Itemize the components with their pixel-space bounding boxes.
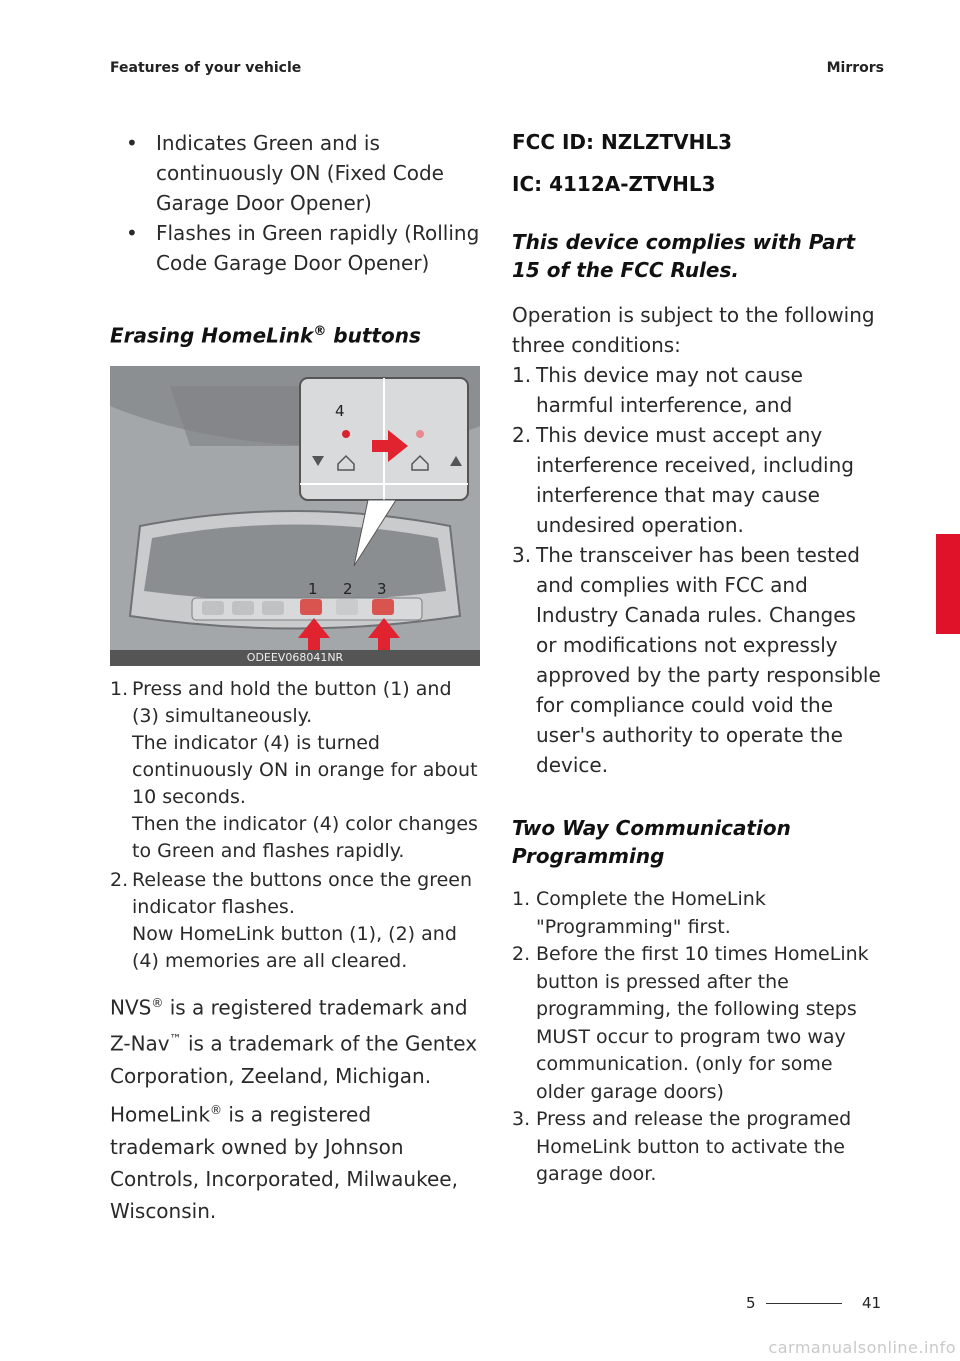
running-header-section: Features of your vehicle: [110, 60, 302, 76]
step-number: 3.: [512, 543, 532, 567]
homelink-mirror-figure: [110, 366, 480, 666]
trademark-text: is a registered trademark owned by Johnson Controls, Incorporated, Milwaukee, Wisconsin.: [110, 1102, 458, 1223]
trademark-text: HomeLink: [110, 1102, 211, 1127]
callout-label-4: 4: [335, 401, 345, 420]
title-text: buttons: [326, 323, 421, 348]
callout-label-1: 1: [308, 579, 318, 598]
figure-code: ODEEV068041NR: [110, 650, 480, 666]
trademark-note-nvs: [110, 987, 480, 1092]
step-number: 1.: [110, 677, 129, 700]
callout-label-2: 2: [343, 579, 353, 598]
trademark-text: NVS: [110, 995, 152, 1020]
erase-steps-list: [110, 676, 480, 975]
trademark-text: is a trademark of the Gentex Corporation, Zeeland, Michigan.: [110, 1031, 478, 1088]
list-item: [512, 941, 882, 1106]
step-number: 2.: [110, 868, 129, 891]
bullet-text: Flashes in Green rapidly (Rolling Code Garage Door Opener): [156, 221, 480, 275]
fcc-id: FCC ID: NZLZTVHL3: [512, 130, 732, 154]
list-item: [512, 540, 882, 780]
list-item: [110, 676, 480, 865]
conditions-intro: Operation is subject to the following three conditions:: [512, 303, 875, 357]
list-item: [512, 1106, 882, 1189]
list-item: [512, 420, 882, 540]
trademark-text: is a registered trademark and Z-Nav: [110, 995, 468, 1056]
bullet-item: [110, 218, 480, 278]
bullet-text: Indicates Green and is continuously ON (Fixed Code Garage Door Opener): [156, 131, 444, 215]
registered-mark: ®: [313, 324, 327, 339]
right-column: [512, 128, 882, 1189]
footer-page-number: 41: [862, 1294, 882, 1312]
step-text: Press and release the programed HomeLink button to activate the garage door.: [536, 1108, 852, 1185]
registered-mark: ®: [151, 995, 164, 1010]
bullet-item: [110, 128, 480, 218]
title-text: Erasing HomeLink: [110, 323, 314, 348]
section-title-fcc: This device complies with Part 15 of the FCC Rules.: [512, 230, 856, 282]
conditions-list: [512, 360, 882, 780]
step-text: The transceiver has been tested and complies with FCC and Industry Canada rules. Changes or modifications not expressly approved by the party responsible for compliance could void the user's authority to operate the device.: [536, 543, 881, 777]
step-text: This device must accept any interference received, including interference that may cause undesired operation.: [536, 423, 854, 537]
step-text: Now HomeLink button (1), (2) and (4) memories are all cleared.: [132, 922, 457, 972]
bullet-dot: •: [126, 221, 138, 245]
watermark: carmanualsonline.info: [768, 1338, 956, 1357]
section-title-erasing: [110, 318, 480, 350]
running-header-topic: Mirrors: [826, 60, 884, 76]
step-number: 2.: [512, 943, 531, 965]
step-text: The indicator (4) is turned continuously ON in orange for about 10 seconds.: [132, 731, 478, 808]
callout-label-3: 3: [377, 579, 387, 598]
step-text: Before the first 10 times HomeLink button is pressed after the programming, the following steps MUST occur to program two way communication. (only for some older garage doors): [536, 943, 869, 1103]
left-column: [110, 128, 480, 1227]
bullet-dot: •: [126, 131, 138, 155]
registered-mark: ®: [210, 1102, 223, 1117]
step-text: Release the buttons once the green indicator flashes.: [132, 868, 473, 918]
list-item: [110, 867, 480, 975]
mirror-illustration: [110, 366, 480, 666]
footer-divider: [766, 1303, 842, 1304]
trademark-mark: ™: [169, 1032, 182, 1047]
step-text: Then the indicator (4) color changes to Green and flashes rapidly.: [132, 812, 478, 862]
step-number: 1.: [512, 363, 532, 387]
step-number: 1.: [512, 888, 531, 910]
trademark-note-homelink: [110, 1094, 480, 1227]
step-text: This device may not cause harmful interference, and: [536, 363, 803, 417]
two-way-steps-list: [512, 886, 882, 1189]
step-number: 2.: [512, 423, 532, 447]
step-text: Complete the HomeLink "Programming" first.: [536, 888, 766, 938]
list-item: [512, 360, 882, 420]
ic-id: IC: 4112A-ZTVHL3: [512, 172, 716, 196]
step-text: Press and hold the button (1) and (3) simultaneously.: [132, 677, 452, 727]
step-number: 3.: [512, 1108, 531, 1130]
chapter-tab-number: 5: [944, 610, 958, 632]
footer-chapter-number: 5: [746, 1294, 756, 1312]
section-title-two-way: Two Way Communication Programming: [512, 816, 791, 868]
list-item: [512, 886, 882, 941]
